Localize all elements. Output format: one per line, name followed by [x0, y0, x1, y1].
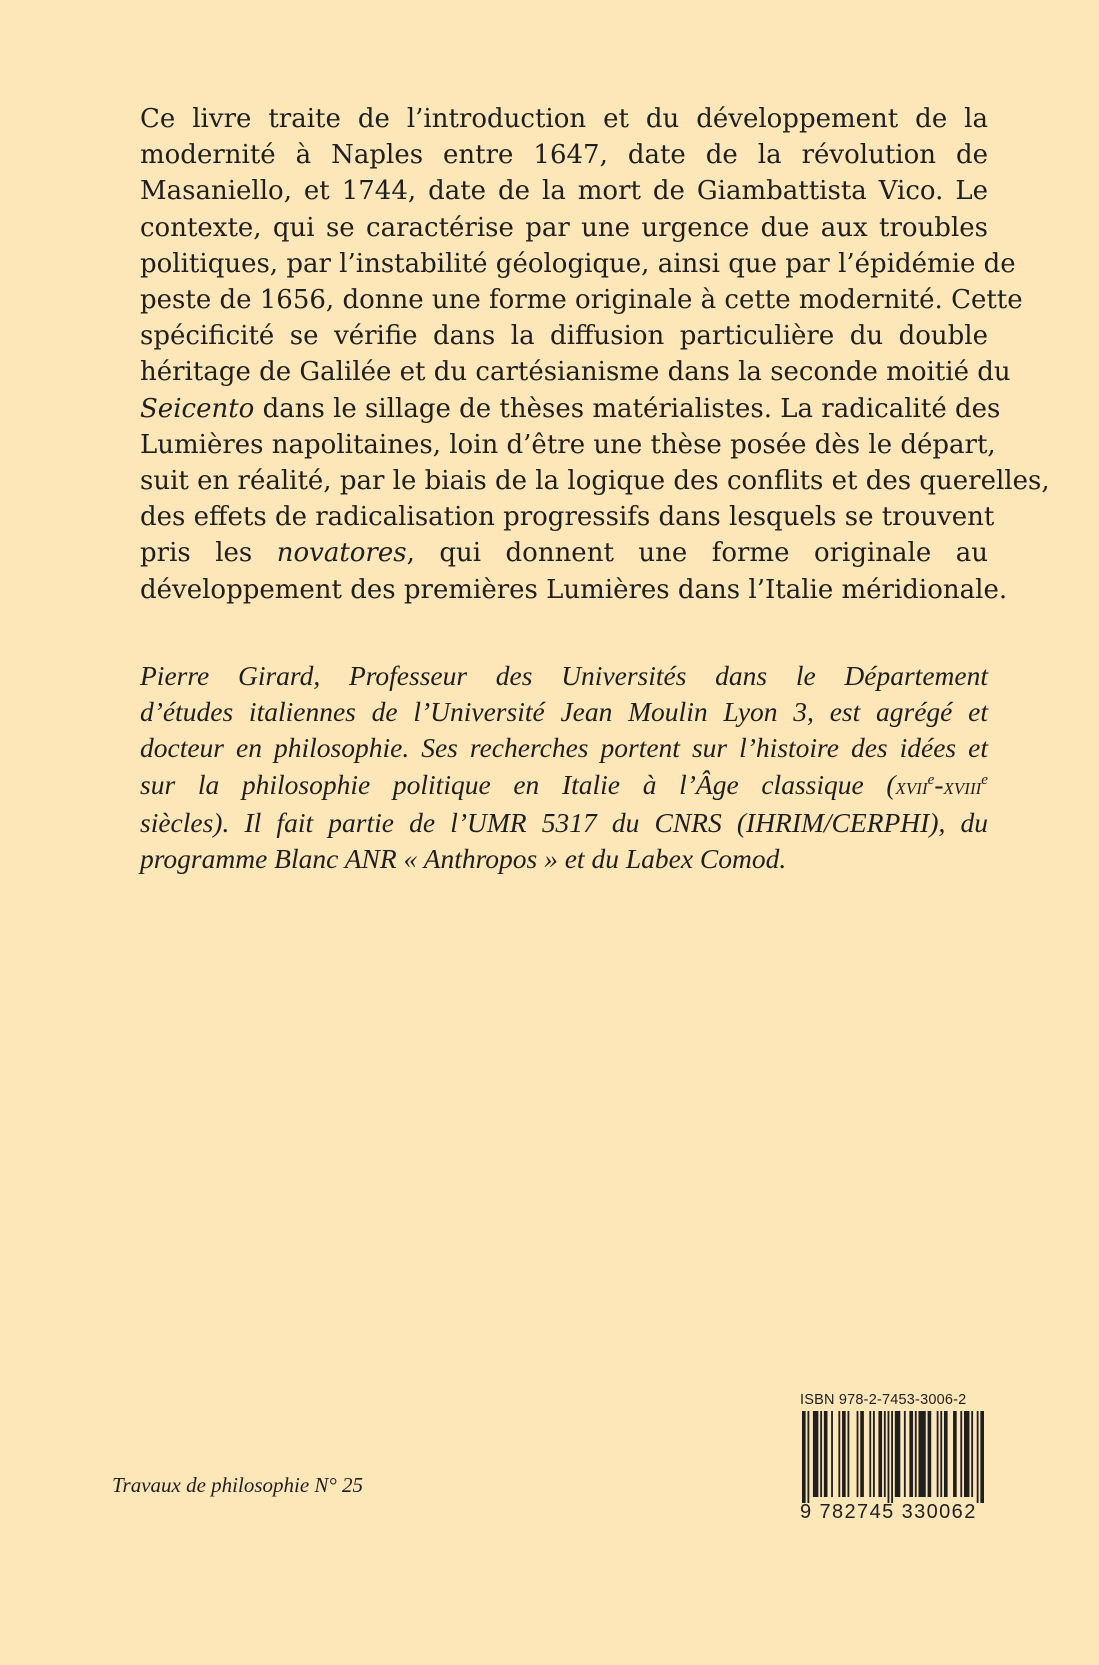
italic-term: novatores	[276, 538, 407, 569]
summary-line: pris les novatores, qui donnent une forme originale au	[140, 538, 988, 569]
barcode-bar	[878, 1411, 882, 1497]
summary-line: Seicento dans le sillage de thèses matérialistes. La radicalité des	[140, 393, 1001, 424]
barcode-bar	[860, 1411, 864, 1497]
barcode-bar	[838, 1411, 840, 1497]
barcode-bar	[964, 1411, 969, 1497]
barcode-bar	[980, 1411, 984, 1503]
barcode-bar	[891, 1411, 893, 1503]
barcode-bar	[944, 1411, 948, 1497]
barcode-bar	[869, 1411, 871, 1497]
barcode-bar	[940, 1411, 942, 1497]
back-cover-summary	[140, 101, 1050, 608]
barcode-bar	[857, 1411, 859, 1497]
barcode-bar	[848, 1411, 850, 1497]
isbn-label: ISBN 978-2-7453-3006-2	[800, 1392, 967, 1408]
summary-line: spécificité se vérifie dans la diffusion particulière du double	[140, 321, 988, 352]
barcode-bar	[953, 1411, 957, 1497]
barcode-bar	[977, 1411, 979, 1503]
isbn-barcode-block	[800, 1392, 985, 1524]
barcode-bar	[971, 1411, 973, 1497]
barcode-bar	[824, 1411, 828, 1497]
barcode-bar	[918, 1411, 925, 1497]
summary-line: héritage de Galilée et du cartésianisme dans la seconde moitié du	[140, 357, 1011, 388]
author-bio	[140, 658, 988, 877]
barcode-bar	[928, 1411, 932, 1497]
barcode-icon	[800, 1411, 985, 1503]
summary-line: contexte, qui se caractérise par une urgence due aux troubles	[140, 212, 988, 243]
series-title: Travaux de philosophie N° 25	[112, 1473, 364, 1497]
barcode-bar	[842, 1411, 846, 1497]
summary-line: Masaniello, et 1744, date de la mort de Giambattista Vico. Le	[140, 176, 988, 207]
summary-line: suit en réalité, par le biais de la logique des conflits et des querelles,	[140, 466, 1050, 497]
summary-line: Ce livre traite de l’introduction et du développement de la	[140, 104, 988, 134]
bio-line: sur la philosophie politique en Italie à l’Âge classique (xvii$^e$-xviii$^e$	[140, 768, 988, 800]
barcode-bar	[915, 1411, 917, 1497]
barcode-bar	[813, 1411, 818, 1497]
barcode-bar	[937, 1411, 939, 1497]
barcode-bar	[888, 1411, 890, 1503]
barcode-bar	[884, 1411, 886, 1497]
barcode-bar	[820, 1411, 822, 1497]
bio-line: programme Blanc ANR « Anthropos » et du Labex Comod.	[140, 843, 787, 875]
bio-line: siècles). Il fait partie de l’UMR 5317 du CNRS (IHRIM/CERPHI), du	[140, 806, 988, 838]
summary-line: Lumières napolitaines, loin d’être une thèse posée dès le départ,	[140, 429, 996, 460]
barcode-bar	[909, 1411, 913, 1497]
barcode-bar	[873, 1411, 875, 1497]
barcode-bar	[960, 1411, 962, 1497]
bio-line: d’études italiennes de l’Université Jean Moulin Lyon 3, est agrégé et	[140, 696, 988, 728]
barcode-bar	[802, 1411, 806, 1503]
summary-line: politiques, par l’instabilité géologique, ainsi que par l’épidémie de	[140, 248, 1016, 279]
summary-line: des effets de radicalisation progressifs dans lesquels se trouvent	[140, 502, 995, 533]
isbn-digits: 9 782745 330062	[800, 1501, 977, 1523]
italic-term: Seicento	[140, 393, 255, 424]
summary-line: modernité à Naples entre 1647, date de la révolution de	[140, 140, 988, 171]
barcode-bar	[807, 1411, 809, 1503]
bio-line: docteur en philosophie. Ses recherches portent sur l’histoire des idées et	[140, 732, 988, 764]
barcode-bar	[895, 1411, 900, 1497]
barcode-bar	[831, 1411, 833, 1497]
summary-line: développement des premières Lumières dans l’Italie méridionale.	[140, 574, 1008, 605]
summary-line: peste de 1656, donne une forme originale à cette modernité. Cette	[140, 285, 1023, 316]
barcode-bar	[904, 1411, 906, 1497]
bio-line: Pierre Girard, Professeur des Universités dans le Département	[140, 660, 988, 691]
